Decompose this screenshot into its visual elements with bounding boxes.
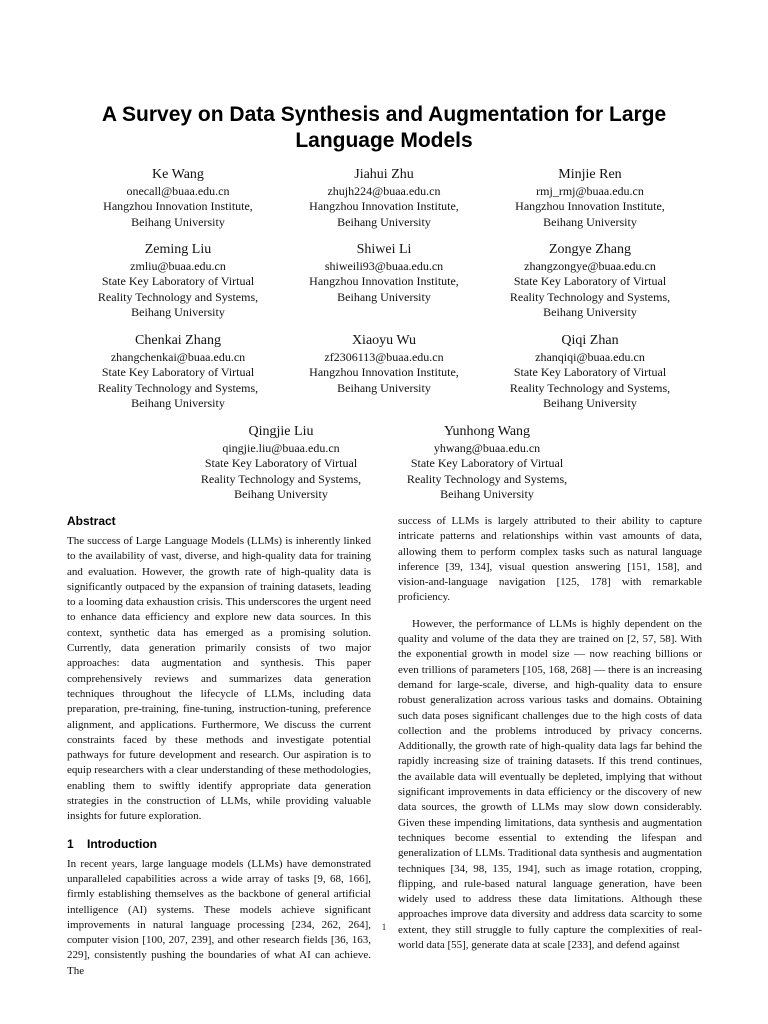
author-email: qingjie.liu@buaa.edu.cn <box>222 441 340 455</box>
right-column <box>398 514 702 964</box>
author-name: Zeming Liu <box>144 242 212 257</box>
section-title: Introduction <box>87 836 157 851</box>
author-name: Xiaoyu Wu <box>351 333 417 348</box>
author-affiliation-line: State Key Laboratory of Virtual <box>513 365 667 380</box>
author-email: rmj_rmj@buaa.edu.cn <box>536 184 644 198</box>
author-entry <box>78 240 278 321</box>
author-entry <box>78 331 278 412</box>
author-email: shiweili93@buaa.edu.cn <box>324 259 444 273</box>
author-affiliation-line: State Key Laboratory of Virtual <box>204 456 358 471</box>
author-affiliation-line: Reality Technology and Systems, <box>97 380 259 395</box>
author-email: zhangchenkai@buaa.edu.cn <box>110 350 246 364</box>
author-row <box>0 422 768 502</box>
author-affiliation-line: Hangzhou Innovation Institute, <box>515 199 665 214</box>
author-affiliation-line: Beihang University <box>337 214 431 229</box>
author-affiliation-line: State Key Laboratory of Virtual <box>101 365 255 380</box>
author-entry <box>490 165 690 230</box>
author-email: zhanqiqi@buaa.edu.cn <box>535 350 645 364</box>
author-entry <box>490 331 690 412</box>
author-affiliation-line: Reality Technology and Systems, <box>509 380 671 395</box>
author-entry <box>284 331 484 396</box>
author-email: zhujh224@buaa.edu.cn <box>327 184 441 198</box>
left-column <box>67 513 371 990</box>
author-affiliation-line: Reality Technology and Systems, <box>509 289 671 304</box>
author-affiliation-line: Beihang University <box>234 487 328 502</box>
body-paragraph: In recent years, large language models (LLMs) have demonstrated unparalleled capabilities across a wide array of tasks [9, 68, 166], firmly establishing themselves as the backbone of general artificial intelligence (AI) systems. These models achieve significant improvements in natural language processing [234, 262, 264], computer vision [100, 207, 239], and other research fields [36, 163, 229], consistently pushing the boundaries of what AI can achieve. The <box>67 857 371 977</box>
author-email: zhangzongye@buaa.edu.cn <box>524 259 656 273</box>
author-email: onecall@buaa.edu.cn <box>126 184 230 198</box>
paper-title: A Survey on Data Synthesis and Augmentation for Large Language Models <box>101 103 667 152</box>
author-affiliation-line: Beihang University <box>337 380 431 395</box>
author-name: Zongye Zhang <box>548 242 632 257</box>
author-entry <box>490 240 690 321</box>
author-entry <box>284 165 484 230</box>
author-name: Chenkai Zhang <box>135 333 221 348</box>
author-entry <box>387 422 587 503</box>
author-affiliation-line: Beihang University <box>131 396 225 411</box>
author-entry <box>284 240 484 305</box>
author-email: zmliu@buaa.edu.cn <box>130 259 226 273</box>
author-affiliation-line: State Key Laboratory of Virtual <box>513 274 667 289</box>
section-heading <box>67 836 371 852</box>
author-affiliation-line: State Key Laboratory of Virtual <box>101 274 255 289</box>
body-paragraph: success of LLMs is largely attributed to their ability to capture intricate patterns and relationships within vast amounts of data, allowing them to perform complex tasks such as natural language inference [39, 134], visual question answering [151, 158], and vision-and-language navigation [125, 178] with remarkable proficiency. <box>398 515 702 604</box>
author-affiliation-line: Beihang University <box>543 305 637 320</box>
author-name: Shiwei Li <box>356 242 412 257</box>
author-name: Ke Wang <box>152 167 204 182</box>
author-affiliation-line: Reality Technology and Systems, <box>200 471 362 486</box>
section-number: 1 <box>67 836 74 851</box>
author-affiliation-line: State Key Laboratory of Virtual <box>410 456 564 471</box>
author-affiliation-line: Beihang University <box>131 305 225 320</box>
abstract-heading: Abstract <box>67 514 116 528</box>
author-row <box>0 165 768 245</box>
author-entry <box>78 165 278 230</box>
author-affiliation-line: Hangzhou Innovation Institute, <box>309 199 459 214</box>
author-name: Qiqi Zhan <box>561 333 619 348</box>
author-affiliation-line: Hangzhou Innovation Institute, <box>309 274 459 289</box>
author-affiliation-line: Beihang University <box>440 487 534 502</box>
abstract-text: The success of Large Language Models (LLMs) is inherently linked to the availability of vast, diverse, and high-quality data for training and evaluation. However, the growth rate of high-quality data is significantly outpaced by the expansion of training datasets, leading to a looming data exhaustion crisis. This underscores the urgent need to enhance data efficiency and explore new data sources. In this context, synthetic data has emerged as a promising solution. Currently, data generation primarily consists of two major approaches: data augmentation and synthesis. This paper comprehensively reviews and summarizes data generation techniques throughout the lifecycle of LLMs, including data preparation, pre-training, fine-tuning, instruction-tuning, preference alignment, and applications. Furthermore, We discuss the current constraints faced by these methods and investigate potential pathways for future development and research. Our aspiration is to equip researchers with a clear understanding of these methodologies, enabling them to swiftly identify appropriate data generation strategies in the construction of LLMs, while providing valuable insights for future exploration. <box>67 535 371 823</box>
author-affiliation-line: Reality Technology and Systems, <box>97 289 259 304</box>
author-row <box>0 240 768 320</box>
author-name: Jiahui Zhu <box>354 167 414 182</box>
author-name: Yunhong Wang <box>443 424 531 439</box>
body-paragraph: However, the performance of LLMs is highly dependent on the quality and volume of the data they are trained on [2, 57, 58]. With the exponential growth in model size — now reaching billions or even trillions of parameters [105, 168, 268] — there is an increasing demand for large-scale, diverse, and high-quality data to ensure robust generalization across various tasks and domains. Obtaining such data poses significant challenges due to the high costs of data collection and the problems introduced by privacy concerns. Additionally, the growth rate of high-quality data lags far behind the rapidly increasing size of training datasets. If this trend continues, the available data will eventually be depleted, implying that without significant improvements in data efficiency or the discovery of new data sources, the growth of LLMs may slow down considerably. Given these impending limitations, data synthesis and augmentation techniques become essential to extending the lifespan and generalization of LLMs. Traditional data synthesis and augmentation techniques [34, 98, 135, 194], such as image rotation, cropping, flipping, and rule-based natural language generation, have been widely used to address these data limitations. Although these approaches improve data diversity and address data scarcity to some extent, they still struggle to fully capture the complexities of real-world data [55], generate data at scale [233], and defend against <box>398 617 702 952</box>
author-name: Minjie Ren <box>558 167 622 182</box>
author-affiliation-line: Beihang University <box>131 214 225 229</box>
author-affiliation-line: Hangzhou Innovation Institute, <box>309 365 459 380</box>
author-affiliation-line: Beihang University <box>543 214 637 229</box>
author-affiliation-line: Hangzhou Innovation Institute, <box>103 199 253 214</box>
author-affiliation-line: Reality Technology and Systems, <box>406 471 568 486</box>
author-email: zf2306113@buaa.edu.cn <box>324 350 444 364</box>
author-row <box>0 331 768 411</box>
author-name: Qingjie Liu <box>248 424 314 439</box>
author-affiliation-line: Beihang University <box>337 289 431 304</box>
author-email: yhwang@buaa.edu.cn <box>433 441 541 455</box>
author-affiliation-line: Beihang University <box>543 396 637 411</box>
author-entry <box>181 422 381 503</box>
page-number: 1 <box>381 922 387 932</box>
